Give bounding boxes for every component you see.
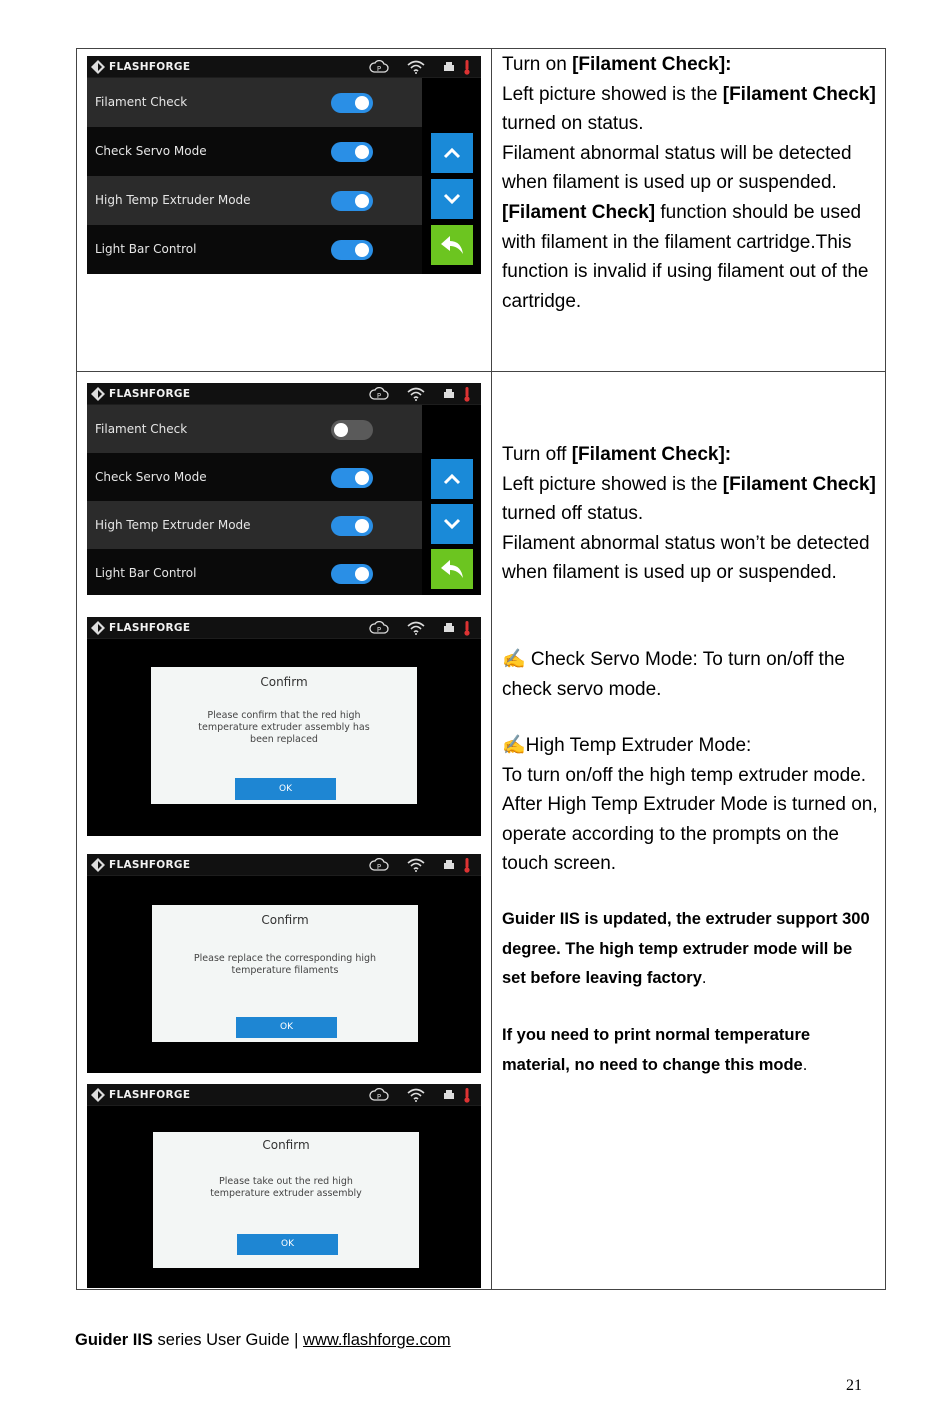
flashforge-logo xyxy=(91,1087,190,1103)
setting-label: Light Bar Control xyxy=(95,242,197,256)
turn-on-status-line: Left picture showed is the [Filament Check] turned on status. xyxy=(502,83,876,135)
high-temp-title: ✍High Temp Extruder Mode: xyxy=(502,735,752,756)
chevron-up-icon xyxy=(442,472,462,486)
high-temp-toggle[interactable] xyxy=(331,191,373,211)
settings-list xyxy=(87,78,422,274)
setting-row-high-temp xyxy=(87,501,422,549)
page-footer xyxy=(75,1331,451,1350)
confirm-screen-take-out xyxy=(87,1084,481,1288)
scroll-up-button[interactable] xyxy=(431,459,473,499)
check-servo-mode-note: ✍ Check Servo Mode: To turn on/off the check servo mode. xyxy=(502,649,845,700)
footer-text: series User Guide | xyxy=(152,1331,304,1349)
settings-screen-off xyxy=(87,383,481,595)
status-bar xyxy=(87,617,481,639)
dialog-title: Confirm xyxy=(261,913,309,927)
thermometer-icon xyxy=(463,386,471,402)
printer-icon xyxy=(443,1089,455,1101)
settings-list xyxy=(87,405,422,595)
table-column-divider xyxy=(491,49,492,1289)
turn-on-heading: Turn on [Filament Check]: xyxy=(502,54,732,75)
confirm-dialog xyxy=(152,905,418,1042)
dialog-message: Please confirm that the red high temperature extruder assembly has been replaced xyxy=(198,710,370,745)
setting-label: High Temp Extruder Mode xyxy=(95,518,251,532)
ok-button[interactable]: OK xyxy=(237,1234,338,1255)
setting-row-light-bar xyxy=(87,549,422,595)
cloud-icon xyxy=(369,387,389,401)
turn-off-detect-line: Filament abnormal status won’t be detected when filament is used up or suspended. xyxy=(502,532,870,584)
high-temp-mode-note xyxy=(502,731,878,879)
scroll-up-button[interactable] xyxy=(431,133,473,173)
confirm-dialog xyxy=(153,1132,419,1268)
dialog-title: Confirm xyxy=(262,1138,310,1152)
setting-row-light-bar xyxy=(87,225,422,274)
high-temp-toggle[interactable] xyxy=(331,516,373,536)
filament-check-toggle[interactable] xyxy=(331,93,373,113)
printer-icon xyxy=(443,859,455,871)
turn-off-status-line: Left picture showed is the [Filament Check] turned off status. xyxy=(502,473,876,525)
dialog-message: Please replace the corresponding high temperature filaments xyxy=(193,953,377,976)
high-temp-body: To turn on/off the high temp extruder mode. After High Temp Extruder Mode is turned on, operate according to the prompts on the touch screen. xyxy=(502,764,878,875)
confirm-screen-filaments xyxy=(87,854,481,1073)
status-bar xyxy=(87,383,481,405)
brand-name: FLASHFORGE xyxy=(109,388,191,400)
scroll-down-button[interactable] xyxy=(431,179,473,219)
scroll-down-button[interactable] xyxy=(431,504,473,544)
setting-label: Check Servo Mode xyxy=(95,144,207,158)
turn-on-detect-line: Filament abnormal status will be detected when filament is used up or suspended. xyxy=(502,142,852,194)
flashforge-logo xyxy=(91,857,190,873)
chevron-down-icon xyxy=(442,517,462,531)
thermometer-icon xyxy=(463,857,471,873)
svg-text:P: P xyxy=(376,64,382,73)
flashforge-logo-icon xyxy=(91,858,105,872)
confirm-dialog xyxy=(151,667,417,804)
setting-row-check-servo xyxy=(87,127,422,176)
status-bar xyxy=(87,854,481,876)
flashforge-logo xyxy=(91,620,190,636)
back-button[interactable] xyxy=(431,225,473,265)
wifi-icon xyxy=(407,621,425,635)
brand-name: FLASHFORGE xyxy=(109,1089,191,1101)
turn-on-description xyxy=(502,50,878,316)
turn-on-cartridge-line: [Filament Check] function should be used with filament in the filament cartridge.This function is invalid if using filament out of the cartridge. xyxy=(502,201,869,312)
wifi-icon xyxy=(407,387,425,401)
website-link[interactable]: www.flashforge.com xyxy=(303,1331,451,1349)
setting-label: Light Bar Control xyxy=(95,566,197,580)
filament-check-toggle[interactable] xyxy=(331,420,373,440)
dialog-message: Please take out the red high temperature extruder assembly xyxy=(210,1176,362,1199)
flashforge-logo-icon xyxy=(91,621,105,635)
chevron-down-icon xyxy=(442,192,462,206)
back-arrow-icon xyxy=(439,558,465,580)
back-button[interactable] xyxy=(431,549,473,589)
cloud-icon xyxy=(369,1088,389,1102)
setting-row-filament-check xyxy=(87,405,422,453)
setting-row-filament-check xyxy=(87,78,422,127)
thermometer-icon xyxy=(463,59,471,75)
cloud-icon xyxy=(369,60,389,74)
check-servo-toggle[interactable] xyxy=(331,468,373,488)
settings-screen-on xyxy=(87,56,481,274)
turn-off-heading: Turn off [Filament Check]: xyxy=(502,444,732,465)
light-bar-toggle[interactable] xyxy=(331,240,373,260)
wifi-icon xyxy=(407,858,425,872)
normal-temperature-note: If you need to print normal temperature material, no need to change this mode. xyxy=(502,1026,811,1074)
ok-button[interactable]: OK xyxy=(235,778,336,800)
setting-label: High Temp Extruder Mode xyxy=(95,193,251,207)
page-number: 21 xyxy=(846,1377,862,1394)
flashforge-logo-icon xyxy=(91,60,105,74)
ok-button[interactable]: OK xyxy=(236,1017,337,1038)
product-name: Guider IIS xyxy=(75,1331,153,1349)
turn-off-description xyxy=(502,440,878,588)
cloud-icon xyxy=(369,621,389,635)
status-bar xyxy=(87,1084,481,1106)
brand-name: FLASHFORGE xyxy=(109,859,191,871)
chevron-up-icon xyxy=(442,146,462,160)
status-bar xyxy=(87,56,481,78)
dialog-title: Confirm xyxy=(260,675,308,689)
printer-icon xyxy=(443,61,455,73)
thermometer-icon xyxy=(463,620,471,636)
svg-text:P: P xyxy=(376,1092,382,1101)
table-row-divider xyxy=(77,371,885,372)
wifi-icon xyxy=(407,1088,425,1102)
flashforge-logo-icon xyxy=(91,387,105,401)
setting-row-check-servo xyxy=(87,453,422,501)
light-bar-toggle[interactable] xyxy=(331,564,373,584)
flashforge-logo-icon xyxy=(91,1088,105,1102)
cloud-icon xyxy=(369,858,389,872)
thermometer-icon xyxy=(463,1087,471,1103)
svg-text:P: P xyxy=(376,862,382,871)
setting-label: Filament Check xyxy=(95,422,188,436)
printer-icon xyxy=(443,622,455,634)
svg-text:P: P xyxy=(376,625,382,634)
setting-label: Check Servo Mode xyxy=(95,470,207,484)
factory-setting-note: Guider IIS is updated, the extruder support 300 degree. The high temp extruder mode will be set before leaving factory. xyxy=(502,910,870,987)
wifi-icon xyxy=(407,60,425,74)
brand-name: FLASHFORGE xyxy=(109,61,191,73)
svg-text:P: P xyxy=(376,391,382,400)
flashforge-logo xyxy=(91,59,190,75)
check-servo-toggle[interactable] xyxy=(331,142,373,162)
printer-icon xyxy=(443,388,455,400)
brand-name: FLASHFORGE xyxy=(109,622,191,634)
setting-label: Filament Check xyxy=(95,95,188,109)
back-arrow-icon xyxy=(439,234,465,256)
confirm-screen-replaced xyxy=(87,617,481,836)
setting-row-high-temp xyxy=(87,176,422,225)
flashforge-logo xyxy=(91,386,190,402)
